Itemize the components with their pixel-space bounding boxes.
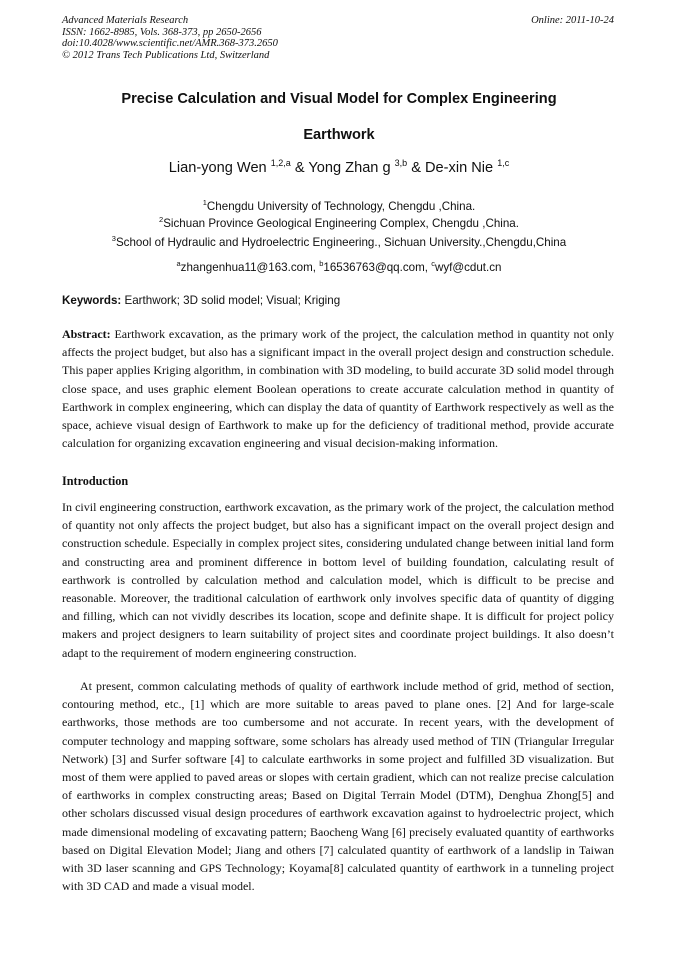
author-1: Lian-yong Wen [168,160,267,176]
author-3: & De-xin Nie [407,160,494,176]
email-b: 16536763@qq.com, [323,261,432,274]
paper-title-line1: Precise Calculation and Visual Model for Complex Engineering [121,91,557,107]
affiliation-3-text: School of Hydraulic and Hydroelectric Engineering., Sichuan University.,Chengdu,China [115,236,567,249]
email-a: zhangenhua11@163.com, [180,261,320,274]
introduction-heading: Introduction [62,474,129,488]
paper-title-line2: Earthwork [303,127,375,143]
online-date: Online: 2011-10-24 [531,15,614,26]
abstract-label: Abstract: [62,327,111,341]
introduction-paragraph-2: At present, common calculating methods of quality of earthwork include method of grid, method of section, contouring method, etc., [1] which are more suitable to areas paved to plane ones. [2] And for large-scale earthworks, those methods are too cumbersome and not accurate. In recent years, with the development of computer technology and mapping software, some scholars has already used method of TIN (Triangular Irregular Network) [3] and Surfer software [4] to calculate earthworks in some project and fulfilled 3D visualization. But most of them were applied to paved areas or slopes with certain gradient, which can not realize precise calculation of earthworks in complex constructing areas; Based on Digital Terrain Model (DTM), Denghua Zhong[5] and other scholars discussed visual design procedures of earthwork excavation against to hydroelectric project, which made dimensional modeling of excavating pattern; Baocheng Wang [6] precisely evaluated quantity of earthworks based on Digital Elevation Model; Jiang and others [7] calculated quantity of earthwork of a landslip in Taiwan with 3D laser scanning and GPS Technology; Koyama[8] calculated quantity of earthwork in a tunneling project with 3D CAD and made a visual model. [62,679,614,894]
author-1-sup: 1,2,a [270,158,291,168]
author-list [62,158,616,176]
affiliation-2-sup: 2 [159,215,164,224]
affiliation-3-sup: 3 [111,234,116,243]
keywords-label: Keywords: [62,294,122,307]
keywords [62,294,616,307]
email-c: wyf@cdut.cn [434,261,502,274]
affiliation-2 [62,213,616,231]
doi-line: doi:10.4028/www.scientific.net/AMR.368-373.2650 [62,38,278,49]
affiliation-2-text: Sichuan Province Geological Engineering Complex, Chengdu ,China. [163,217,519,230]
journal-name: Advanced Materials Research [62,15,189,26]
affiliation-3 [62,232,616,250]
email-c-sup: c [431,259,435,268]
journal-header [62,15,618,61]
affiliation-1-text: Chengdu University of Technology, Chengdu ,China. [206,200,476,213]
author-2-sup: 3,b [394,158,408,168]
abstract [62,325,614,452]
copyright-line: © 2012 Trans Tech Publications Ltd, Switzerland [62,49,270,61]
affiliation-1-sup: 1 [202,198,207,207]
author-3-sup: 1,c [497,158,510,168]
email-a-sup: a [176,259,181,268]
email-b-sup: b [319,259,324,268]
email-line [62,257,616,275]
keywords-text: Earthwork; 3D solid model; Visual; Kriging [121,294,341,307]
introduction-paragraph-1: In civil engineering construction, earthwork excavation, as the primary work of the project, the calculation method of quantity not only affects the project budget, but also has a significant impact on the overall project design and construction schedule. Especially in complex project sites, considering undulated change between initial land form and constructing area and prominent difference in bottom level of building foundation, calculating result of earthwork is controlled by calculation method and calculation model, which is difficult to be precise and reasonable. Moreover, the traditional calculation of earthwork only involves specific data of quantity of digging and filling, which can not vividly describes its location, scope and definite shape. It is difficult for project policy makers and project designers to learn suitability of project sites and coordinate project buildings. It also doesn’t adapt to the requirement of modern engineering construction. [62,500,614,660]
author-2: & Yong Zhan g [290,160,391,176]
affiliation-1 [62,196,616,214]
abstract-text: Earthwork excavation, as the primary work of the project, the calculation method in quantity not only affects the project budget, but also has a significant impact in the overall project design and construction schedule. This paper applies Kriging algorithm, in combination with 3D modeling, to build accurate 3D solid model through close space, and uses graphic element Boolean operations to create accurate calculation method in quantity of Earthwork in complex engineering, which can display the data of quantity of Earthwork respectively as well as the space, achieve visual design of Earthwork to make up for the deficiency of traditional method, provide accurate calculation for organizing excavation engineering and visual decision-making information. [62,327,614,451]
issn-line: ISSN: 1662-8985, Vols. 368-373, pp 2650-2656 [62,26,262,38]
